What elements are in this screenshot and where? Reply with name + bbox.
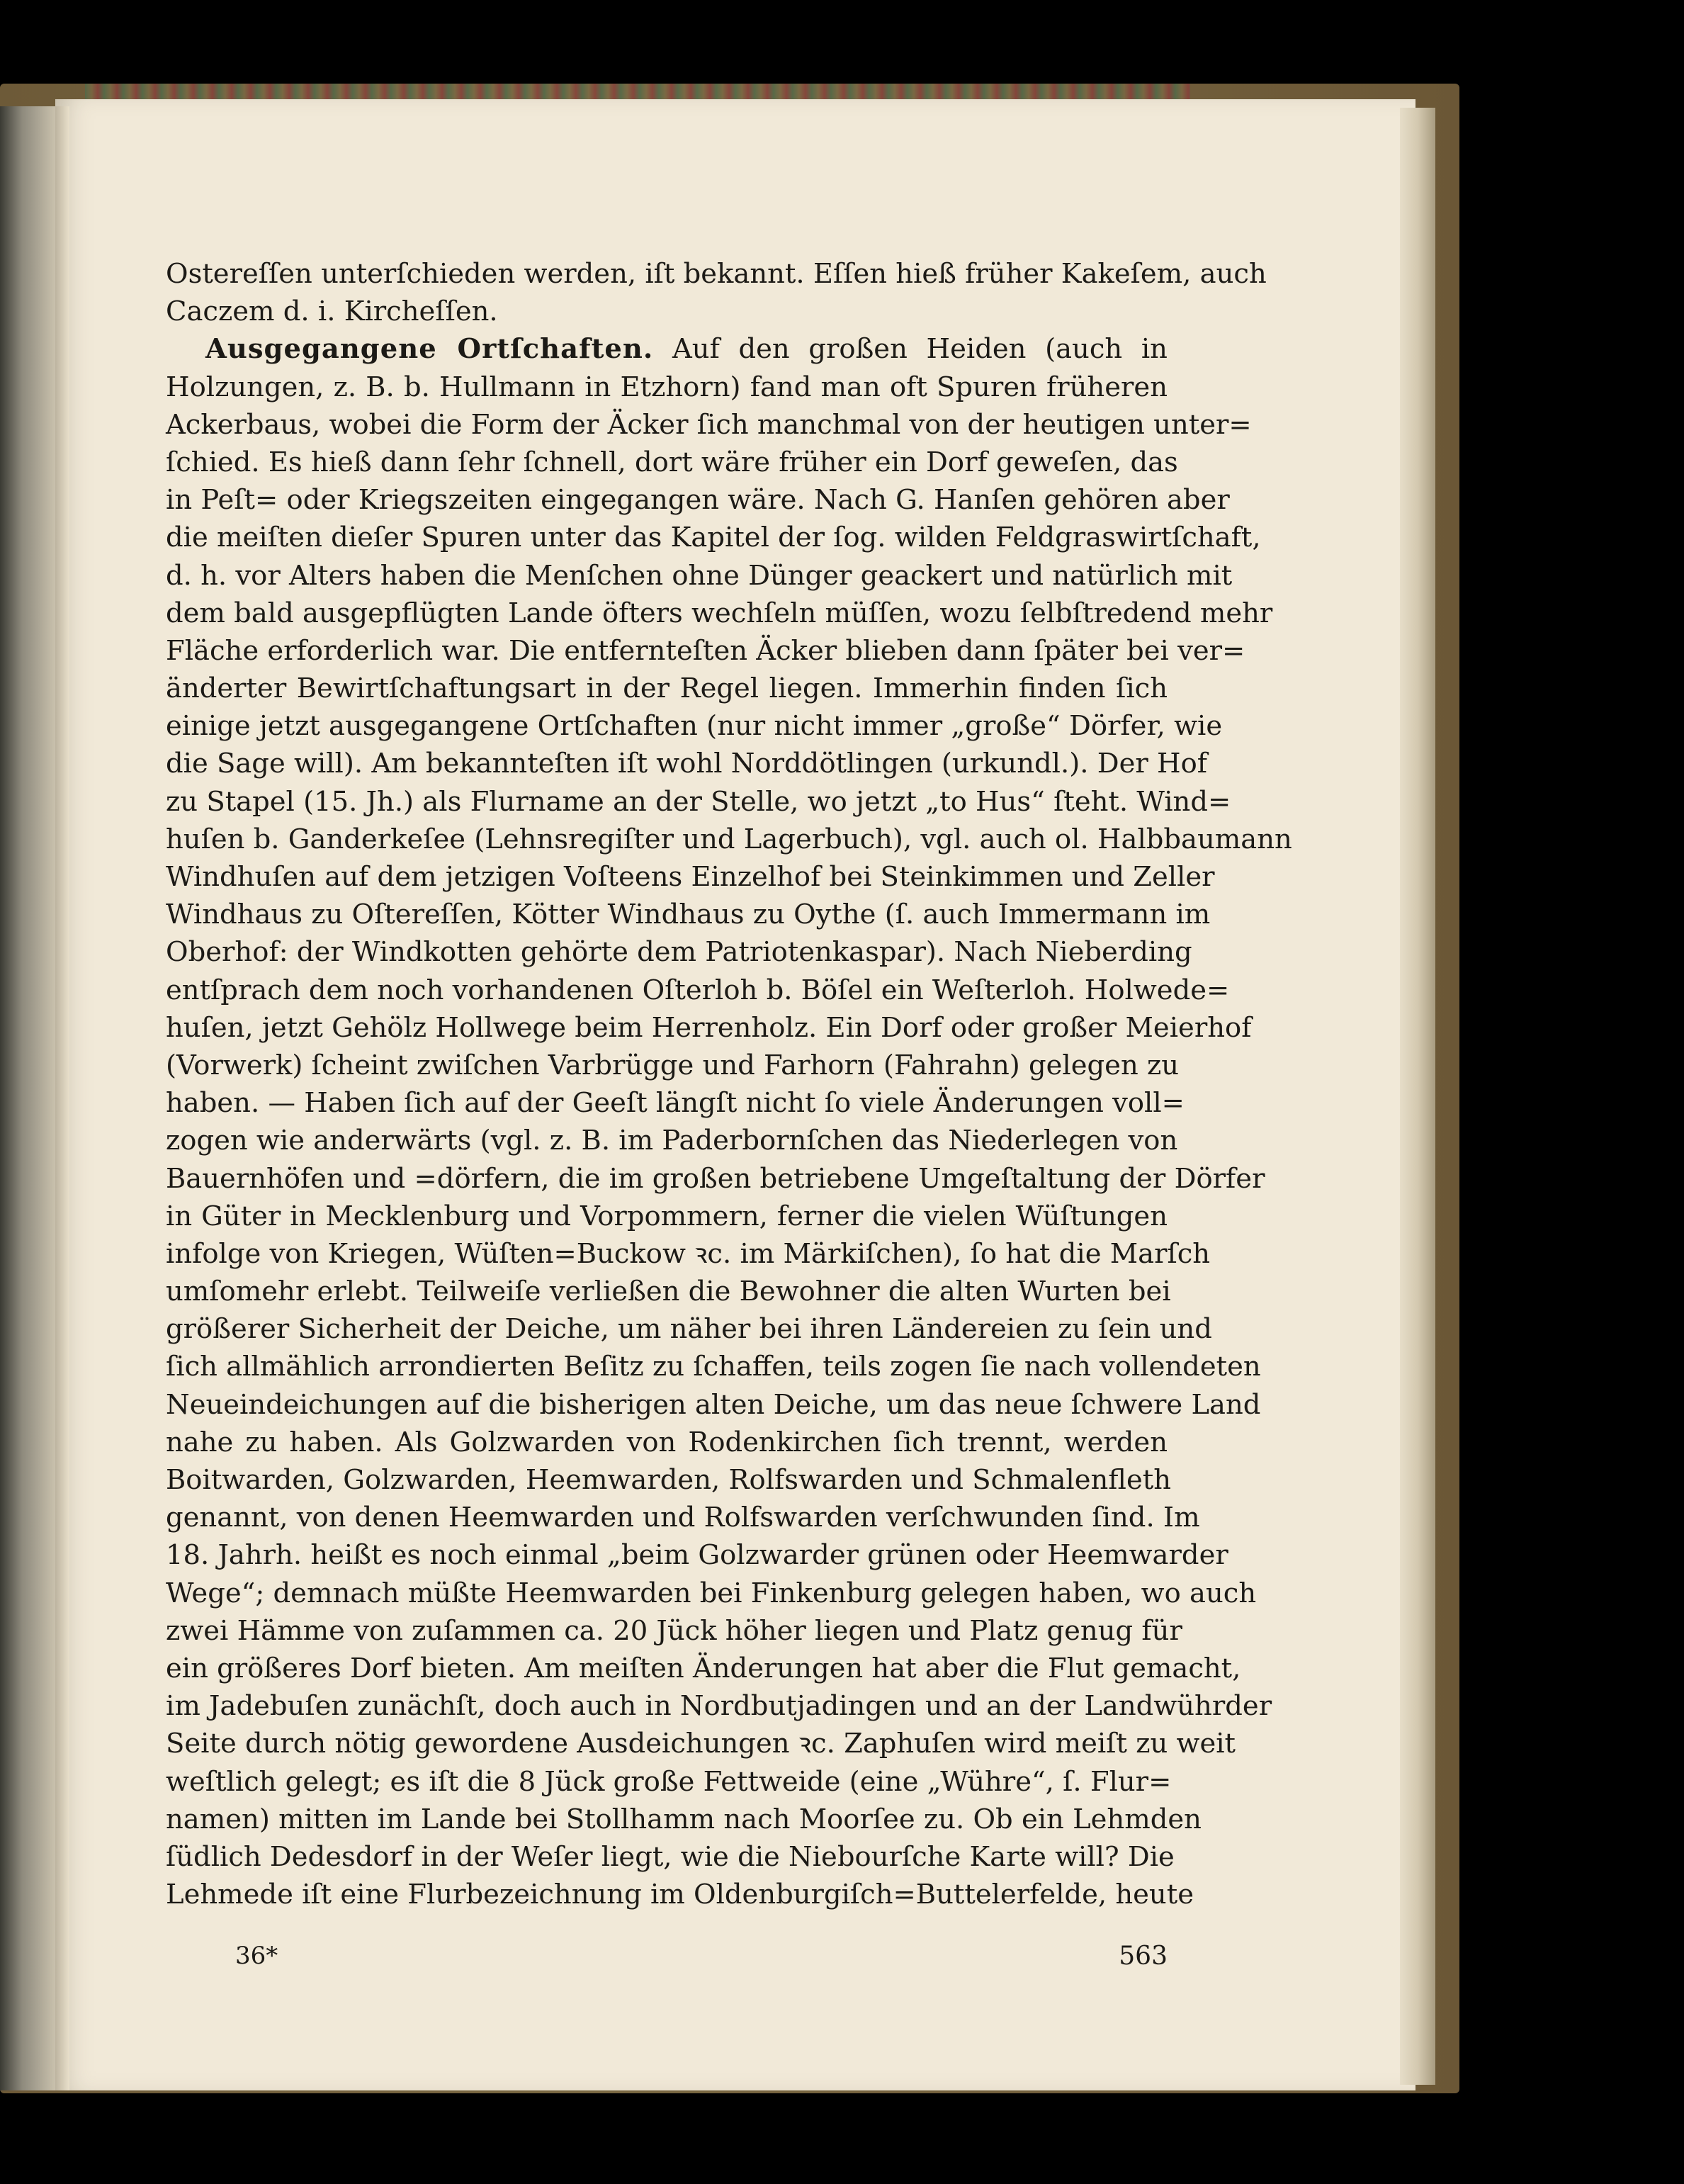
text-line: ein größeres Dorf bieten. Am meiſten Änderungen hat aber die Flut gemacht, [166,1652,1241,1684]
text-line: infolge von Kriegen, Wüſten=Buckow ꝛc. im Märkiſchen), ſo hat die Marſch [166,1237,1211,1270]
text-line: entſprach dem noch vorhandenen Oſterloh b. Böſel ein Weſterloh. Holwede= [166,974,1230,1006]
section-heading: Ausgegangene Ortſchaften. [205,333,654,366]
text-line: Fläche erforderlich war. Die entfernteſten Äcker blieben dann ſpäter bei ver= [166,634,1245,667]
text-line: in Peſt= oder Kriegszeiten eingegangen wäre. Nach G. Hanſen gehören aber [166,484,1230,517]
left-page-edge [0,106,55,2090]
text-line: Windhaus zu Oſtereſſen, Kötter Windhaus zu Oythe (ſ. auch Immermann im [166,899,1211,931]
text-line: einige jetzt ausgegangene Ortſchaften (nur nicht immer „große“ Dörfer, wie [166,710,1223,743]
text-line: Ostereſſen unterſchieden werden, iſt bekannt. Eſſen hieß früher Kakeſem, auch [166,258,1267,290]
text-line: Neueindeichungen auf die bisherigen alten Deiche, um das neue ſchwere Land [166,1388,1261,1421]
text-line: Bauernhöfen und =dörfern, die im großen betriebene Umgeſtaltung der Dörfer [166,1162,1265,1195]
text-line: d. h. vor Alters haben die Menſchen ohne Dünger geackert und natürlich mit [166,559,1233,592]
text-line: Ackerbaus, wobei die Form der Äcker ſich manchmal von der heutigen unter= [166,408,1252,441]
text-line: haben. — Haben ſich auf der Geeſt längſt nicht ſo viele Änderungen voll= [166,1087,1185,1120]
section-heading-line [166,330,1168,368]
text-line: dem bald ausgepflügten Lande öfters wechſeln müſſen, wozu ſelbſtredend mehr [166,597,1273,629]
text-line: Windhuſen auf dem jetzigen Voſteens Einzelhof bei Steinkimmen und Zeller [166,861,1215,893]
text-line: änderter Bewirtſchaftungsart in der Regel liegen. Immerhin finden ſich [166,672,1168,705]
text-line: die Sage will). Am bekannteſten iſt wohl Norddötlingen (urkundl.). Der Hof [166,748,1207,780]
signature-mark: 36* [235,1942,278,1970]
text-line: nahe zu haben. Als Golzwarden von Rodenkirchen ſich trennt, werden [166,1426,1168,1458]
text-line: in Güter in Mecklenburg und Vorpommern, ferner die vielen Wüſtungen [166,1200,1168,1232]
page-number: 563 [1119,1942,1168,1971]
text-line: weſtlich gelegt; es iſt die 8 Jück große Fettweide (eine „Wühre“, ſ. Flur= [166,1765,1172,1798]
text-line: Caczem d. i. Kircheſſen. [166,295,498,328]
text-line: zwei Hämme von zuſammen ca. 20 Jück höher liegen und Platz genug für [166,1614,1182,1647]
text-line: genannt, von denen Heemwarden und Rolfswarden verſchwunden ſind. Im [166,1502,1200,1534]
text-line: größerer Sicherheit der Deiche, um näher bei ihren Ländereien zu ſein und [166,1313,1212,1346]
text-line: im Jadebuſen zunächſt, doch auch in Nordbutjadingen und an der Landwührder [166,1690,1272,1723]
text-line: die meiſten dieſer Spuren unter das Kapitel der ſog. wilden Feldgraswirtſchaft, [166,522,1261,554]
text-line: huſen, jetzt Gehölz Hollwege beim Herrenholz. Ein Dorf oder großer Meierhof [166,1011,1252,1044]
text-line: Boitwarden, Golzwarden, Heemwarden, Rolfswarden und Schmalenfleth [166,1464,1172,1496]
text-line: ſich allmählich arrondierten Beſitz zu ſchaffen, teils zogen ſie nach vollendeten [166,1351,1261,1383]
heading-line-text: Auf den großen Heiden (auch in [672,333,1168,366]
text-line: ſchied. Es hieß dann ſehr ſchnell, dort wäre früher ein Dorf geweſen, das [166,446,1178,478]
text-line: Lehmede iſt eine Flurbezeichnung im Oldenburgiſch=Buttelerfelde, heute [166,1879,1194,1911]
text-line: zogen wie anderwärts (vgl. z. B. im Paderbornſchen das Niederlegen von [166,1125,1178,1157]
body-text [166,255,1292,1913]
book-gutter [55,106,69,2090]
text-line: Wege“; demnach müßte Heemwarden bei Finkenburg gelegen haben, wo auch [166,1577,1257,1609]
text-line: huſen b. Ganderkeſee (Lehnsregiſter und Lagerbuch), vgl. auch ol. Halbbaumann [166,823,1292,855]
text-line: 18. Jahrh. heißt es noch einmal „beim Golzwarder grünen oder Heemwarder [166,1539,1228,1572]
text-line: Seite durch nötig gewordene Ausdeichungen ꝛc. Zaphuſen wird meiſt zu weit [166,1728,1236,1760]
text-line: Oberhof: der Windkotten gehörte dem Patriotenkaspar). Nach Nieberding [166,936,1192,969]
text-line: (Vorwerk) ſcheint zwiſchen Varbrügge und Farhorn (Fahrahn) gelegen zu [166,1049,1180,1081]
text-line: namen) mitten im Lande bei Stollhamm nach Moorſee zu. Ob ein Lehmden [166,1803,1202,1835]
text-line: ſüdlich Dedesdorf in der Weſer liegt, wie die Niebourſche Karte will? Die [166,1840,1175,1873]
page-stack-edge [1400,108,1435,2085]
text-line: Holzungen, z. B. b. Hullmann in Etzhorn) fand man oft Spuren früheren [166,371,1168,403]
text-line: zu Stapel (15. Jh.) als Flurname an der Stelle, wo jetzt „to Hus“ ſteht. Wind= [166,785,1231,818]
text-line: umſomehr erlebt. Teilweiſe verließen die Bewohner die alten Wurten bei [166,1276,1171,1308]
